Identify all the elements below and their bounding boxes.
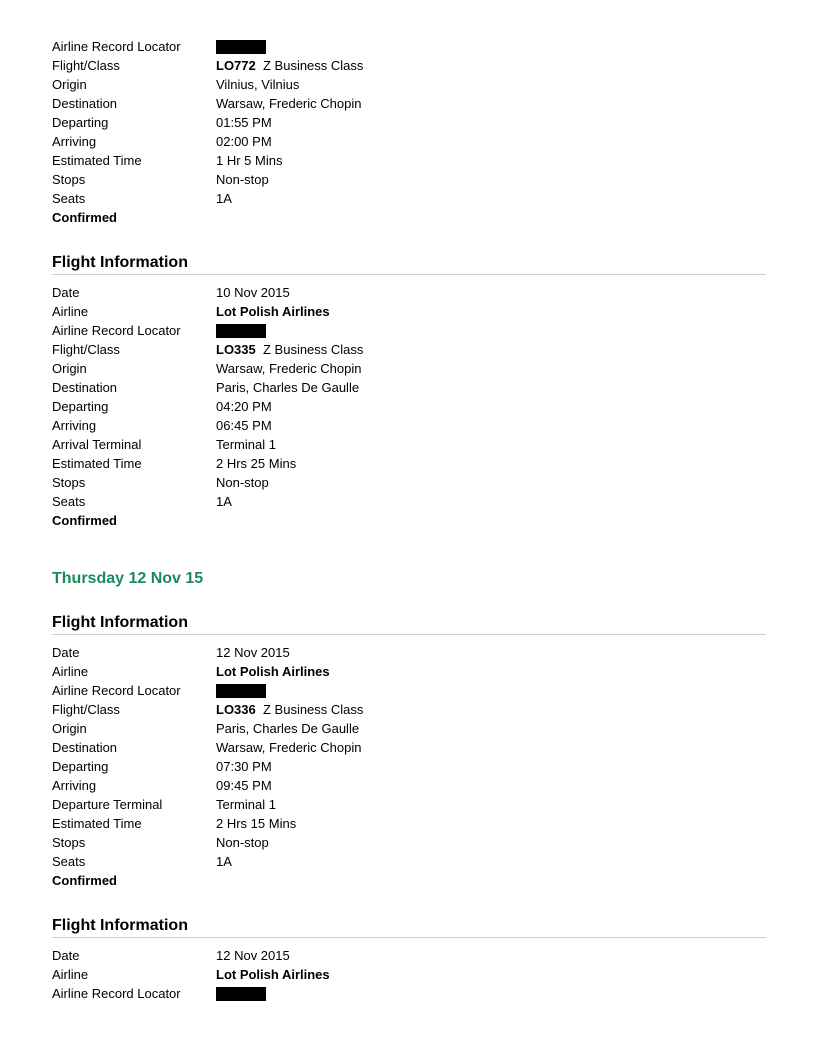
departing-label: Departing	[52, 115, 109, 130]
record-locator-label: Airline Record Locator	[52, 323, 181, 338]
seats-label: Seats	[52, 854, 86, 869]
stops-value: Non-stop	[216, 172, 269, 187]
arriving-value: 02:00 PM	[216, 134, 272, 149]
estimated-time-label: Estimated Time	[52, 456, 142, 471]
destination-label: Destination	[52, 740, 118, 755]
origin-row	[52, 719, 766, 738]
estimated-time-row	[52, 151, 766, 170]
section-divider	[52, 634, 766, 635]
flight-number: LO336	[216, 702, 256, 717]
redacted-record-locator	[216, 324, 266, 338]
date-label: Date	[52, 285, 80, 300]
airline-value: Lot Polish Airlines	[216, 967, 330, 982]
redacted-record-locator	[216, 40, 266, 54]
stops-row	[52, 833, 766, 852]
stops-row	[52, 473, 766, 492]
origin-label: Origin	[52, 721, 87, 736]
date-row	[52, 283, 766, 302]
date-label: Date	[52, 645, 80, 660]
departing-row	[52, 757, 766, 776]
flight-class: Z Business Class	[259, 58, 364, 73]
record-locator-label: Airline Record Locator	[52, 39, 181, 54]
origin-value: Paris, Charles De Gaulle	[216, 721, 360, 736]
arriving-row	[52, 776, 766, 795]
flight-class-row	[52, 700, 766, 719]
airline-label: Airline	[52, 967, 89, 982]
flight-class: Z Business Class	[259, 702, 364, 717]
departing-value: 01:55 PM	[216, 115, 272, 130]
record-locator-label: Airline Record Locator	[52, 986, 181, 1001]
estimated-time-label: Estimated Time	[52, 816, 142, 831]
departure-terminal-value: Terminal 1	[216, 797, 276, 812]
stops-value: Non-stop	[216, 475, 269, 490]
airline-label: Airline	[52, 664, 89, 679]
redacted-record-locator	[216, 684, 266, 698]
airline-row	[52, 965, 766, 984]
destination-row	[52, 94, 766, 113]
arriving-value: 06:45 PM	[216, 418, 272, 433]
date-row	[52, 946, 766, 965]
stops-value: Non-stop	[216, 835, 269, 850]
destination-label: Destination	[52, 380, 118, 395]
destination-value: Paris, Charles De Gaulle	[216, 380, 360, 395]
departing-label: Departing	[52, 759, 109, 774]
origin-value: Warsaw, Frederic Chopin	[216, 361, 362, 376]
seats-row	[52, 852, 766, 871]
date-value: 10 Nov 2015	[216, 285, 290, 300]
airline-label: Airline	[52, 304, 89, 319]
date-label: Date	[52, 948, 80, 963]
date-value: 12 Nov 2015	[216, 948, 290, 963]
estimated-time-label: Estimated Time	[52, 153, 142, 168]
flight-number: LO772	[216, 58, 256, 73]
origin-value: Vilnius, Vilnius	[216, 77, 300, 92]
status-confirmed: Confirmed	[52, 873, 117, 888]
origin-row	[52, 75, 766, 94]
date-value: 12 Nov 2015	[216, 645, 290, 660]
section-divider	[52, 274, 766, 275]
estimated-time-value: 2 Hrs 15 Mins	[216, 816, 297, 831]
estimated-time-row	[52, 454, 766, 473]
flight-class-label: Flight/Class	[52, 58, 120, 73]
day-heading: Thursday 12 Nov 15	[52, 570, 204, 587]
destination-row	[52, 378, 766, 397]
destination-value: Warsaw, Frederic Chopin	[216, 96, 362, 111]
arriving-label: Arriving	[52, 778, 97, 793]
origin-row	[52, 359, 766, 378]
departing-value: 04:20 PM	[216, 399, 272, 414]
origin-label: Origin	[52, 77, 87, 92]
seats-row	[52, 492, 766, 511]
flight-class-row	[52, 340, 766, 359]
destination-row	[52, 738, 766, 757]
departing-row	[52, 113, 766, 132]
stops-row	[52, 170, 766, 189]
seats-label: Seats	[52, 191, 86, 206]
airline-row	[52, 662, 766, 681]
destination-value: Warsaw, Frederic Chopin	[216, 740, 362, 755]
departing-row	[52, 397, 766, 416]
estimated-time-value: 2 Hrs 25 Mins	[216, 456, 297, 471]
airline-value: Lot Polish Airlines	[216, 664, 330, 679]
seats-row	[52, 189, 766, 208]
section-title: Flight Information	[52, 917, 188, 934]
arrival-terminal-value: Terminal 1	[216, 437, 276, 452]
flight-class-label: Flight/Class	[52, 702, 120, 717]
record-locator-row	[52, 984, 766, 1003]
flight-class: Z Business Class	[259, 342, 364, 357]
record-locator-row	[52, 37, 766, 56]
arriving-label: Arriving	[52, 134, 97, 149]
departing-value: 07:30 PM	[216, 759, 272, 774]
date-row	[52, 643, 766, 662]
airline-row	[52, 302, 766, 321]
seats-label: Seats	[52, 494, 86, 509]
seats-value: 1A	[216, 191, 232, 206]
arriving-value: 09:45 PM	[216, 778, 272, 793]
destination-label: Destination	[52, 96, 118, 111]
seats-value: 1A	[216, 854, 232, 869]
seats-value: 1A	[216, 494, 232, 509]
estimated-time-row	[52, 814, 766, 833]
origin-label: Origin	[52, 361, 87, 376]
record-locator-row	[52, 681, 766, 700]
arriving-row	[52, 416, 766, 435]
arrival-terminal-label: Arrival Terminal	[52, 437, 142, 452]
departure-terminal-row	[52, 795, 766, 814]
arriving-label: Arriving	[52, 418, 97, 433]
section-title: Flight Information	[52, 614, 188, 631]
estimated-time-value: 1 Hr 5 Mins	[216, 153, 283, 168]
arrival-terminal-row	[52, 435, 766, 454]
record-locator-row	[52, 321, 766, 340]
flight-number: LO335	[216, 342, 256, 357]
status-confirmed: Confirmed	[52, 513, 117, 528]
arriving-row	[52, 132, 766, 151]
stops-label: Stops	[52, 172, 86, 187]
status-confirmed: Confirmed	[52, 210, 117, 225]
flight-class-row	[52, 56, 766, 75]
flight-class-label: Flight/Class	[52, 342, 120, 357]
stops-label: Stops	[52, 475, 86, 490]
redacted-record-locator	[216, 987, 266, 1001]
section-title: Flight Information	[52, 254, 188, 271]
departing-label: Departing	[52, 399, 109, 414]
section-divider	[52, 937, 766, 938]
airline-value: Lot Polish Airlines	[216, 304, 330, 319]
stops-label: Stops	[52, 835, 86, 850]
departure-terminal-label: Departure Terminal	[52, 797, 163, 812]
record-locator-label: Airline Record Locator	[52, 683, 181, 698]
